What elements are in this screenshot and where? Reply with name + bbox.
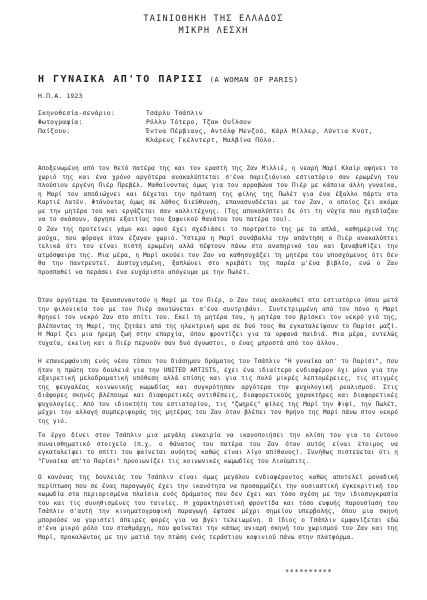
commentary-paragraph: Ο κανόνας της δουλειάς του Τσάπλιν είναι όμως μεγάλου ενδιαφέροντος καθώς αποτελεί μοναδική περίπτωση που σε ένας παραγωγός έχει την ικανότητα να προσαρμόζει την ουσιαστική εγκεκριτική του κωμωδία στα περιορισμένα πλαίσια ενός δράματος που δεν έχει και τόσο σχέση με την ιδιοσυγκρασία του και τις συνηθισμένες του ταινίες. Η χαρακτηριστική φροντίδα και τόσο ευφυής παρουσίαση του Τσάπλιν σ'αυτή την κινηματογραφική παραγωγή έφτασε μέχρι σημείου υπερβολής, όπου μια σκηνή μπορούσε να γυριστεί άπειρες φορές για να βγει τελειωμένη. Ο ίδιος ο Τσάπλιν εμφανίζεται εδώ σ'ένα μικρό ρόλο του σταθμάρχη, που φαίνεται την κάπως ανιαρή σκηνή του χωρισμού του Ζαν και της Μαρί, προκαλώντας με την ματιά την πτώση ενός τεράστιου κοφινιού πάνω στην πλατφόρμα. — [38, 474, 398, 541]
institution-name: ΤΑΙΝΙΟΘΗΚΗ ΤΗΣ ΕΛΛΑΔΟΣ — [143, 14, 284, 24]
credit-value: Κλάρενς Γκέλντερτ, Μαλβίνα Πόλο. — [146, 136, 276, 144]
credit-row — [38, 127, 373, 136]
credit-value: Έντνα Πέρβιανς, Αντόλφ Μενζού, Κάρλ Μίλλερ, Λύντια Κνοτ, — [146, 127, 373, 135]
credit-row — [38, 109, 203, 118]
end-mark: ********** — [285, 568, 333, 576]
film-title: Η ΓΥΝΑΙΚΑ ΑΠ'ΤΟ ΠΑΡΙΣΙ — [38, 74, 204, 85]
synopsis-paragraph: Αποξενωμένη από τον θετό πατέρα της και τον εραστή της Ζαν Μιλλιέ, η νεαρή Μαρί Κλαίρ αφήνει το χωριό της και ένα χρόνο αργότερα ανακαλύπτεται σ'ένα παριζιάνικο εστιατόριο σαν ερωμένη του πλούσιου εργένη Πιέρ Πρεβέλ. Μαθαίνοντας όμως για τον αρραβώνα του Πιέρ με κάποια άλλη γυναίκα, η Μαρί τον αποδιώχνει και δέχεται την πρόταση της φίλης της Πωλέτ για ένα έξαλλο πάρτυ στο Καρτιέ Λατέν. Φτάνοντας όμως σε λάθος διεύθυνση, επανασυνδέεται με τον Ζαν, ο οποίος ζει ακόμα με την μητέρα του και εργάζεται σαν καλλιτέχνης. (Της αποκαλύπτει δε ότι τη νύχτα που σχεδίαζαν να το σκάσουν, άργησε εξαιτίας του ξαφνικού θανάτου του πατέρα του). — [38, 165, 398, 224]
film-title-line — [38, 74, 299, 85]
credit-label: Φωτογραφία: — [38, 118, 83, 126]
credit-value: Ρόλλυ Τότερο, Τζακ Ουΐλσον — [146, 118, 252, 126]
credit-value: Τσάρλυ Τσάπλιν — [146, 109, 203, 117]
commentary-paragraph: Η επανεμφάνιση ενός νέου τύπου του διάσημου δράματος του Τσάπλιν "Η γυναίκα απ' το Παρίσι", που ήταν η πρώτη του δουλειά για την UNITED ARTISTS, έχει ένα ιδιαίτερο ενδιαφέρον όχι μόνο για την εξαιρετική μελοδραματική υπόθεση αλλά επίσης και για τις πολύ μικρές λεπτομέρειες, τις στιγμές της φευγαλέας κοινωνικής κωμωδίας και συγκρότησαν αργότερα την ψυχολογική ρεαλισμού. Στις διάφορες σκηνές βλέπουμε και διαφορετικές αντιθέσεις, διαφορετικούς χαρακτήρες και διαφορετικές ψυχολογίες. Από τον ιδιοκτήτη του εστιατορίου, τις "ζωηρές" φίλες της Μαρί την Φιφί, την Πωλέτ, μέχρι την αλλαγή συμπεριφοράς της μητέρας του Ζαν όταν βλέπει τον θρήνο της Μαρί πάνω στον νεκρό της γιό. — [38, 358, 398, 425]
credit-row — [38, 118, 251, 127]
synopsis-paragraph: Όταν αργότερα τα ξανασυναντούν η Μαρί με τον Πιέρ, ο Ζαν τους ακολουθεί στο εστιατόριο όπου μετά την φιλονικία του με τον Πιέρ σκοτώνεται σ'ένα συντριβάνι. Συντετριμμένη από τον πόνο η Μαρί θρηνεί τον νεκρό Ζαν στο σπίτι του. Εκεί τη μητέρα του, η μητέρα του βρίσκει τον νεκρό γιό της, βλέποντας τη Μαρί, της ζητάει από της ηλεκτρική ωρα σε δυό τους θα εγκαταλείψουν το Παρίσι μαζί. Η Μαρί ζει μια ήρεμη ζωή στην επαρχία, όπου φροντίζει για τα ορφανά παιδιά. Μια μέρα, εντελώς τυχαία, εκείνη και ο Πιέρ περνούν σαν δυό άγνωστοι, ο ένας μπροστά από τον άλλον. — [38, 297, 398, 347]
synopsis-paragraph: Ο Ζαν της προτείνει γάμο και αφού έχει σχεδιάσει το πορτραίτο της με τα απλά, καθημερινά της ρούχα, που φόραγε όταν έζαγαν χωριό. Ύστερα η Μαρί συνάβαλλε την απάντηση ο Πιέρ ανακαλύπτει τελικά ότι του είναι πιστή ερωμένη αλλά πέφτουν πάνω στο αναπηρικό του και ξαναβυθίζει την ατμόσφαιρα της. Μια μέρα, η Μαρί ακούει τον Ζαν να καθησυχάζει τη μητέρα του υποσχόμενος ότι δεν θα την παντρευτεί. Δυστυχισμένη, ξαπλώνει στο κρεβάτι της παρέα μ'ένα βιβλίο, ενώ ο Ζαν προσπαθεί να περάσει ένα ευχάριστο απόγευμα με την Πωλέτ. — [38, 226, 398, 276]
credit-label: Παίζουν: — [38, 127, 71, 135]
commentary-paragraph: Το έργο δίνει στον Τσάπλιν μια μεγάλη ευκαιρία να ικανοποιήσει την κλίση του για το έντονο συναισθηματικό στοιχείο (π.χ. ο θάνατος του πατέρα του Ζαν όταν αυτός είναι έτοιμος να εγκαταλείψει το σπίτι του φαίνεται ανόητος καθώς είναι λίγο απίθανος). Συνήθως πιστεύεται ότι η "Γυναίκα απ'το Παρίσι" προοιωνίζει τις κοινωνικές κωμωδίες του Λιούμπιτς. — [38, 432, 398, 465]
film-original-title: (A WOMAN OF PARIS) — [209, 75, 299, 84]
country-year: Η.Π.Α. 1923 — [38, 92, 83, 100]
club-name: ΜΙΚΡΗ ΛΕΣΧΗ — [178, 26, 249, 36]
credit-row — [38, 136, 276, 145]
credit-label: Σκηνοθεσία-σενάριο: — [38, 109, 115, 117]
